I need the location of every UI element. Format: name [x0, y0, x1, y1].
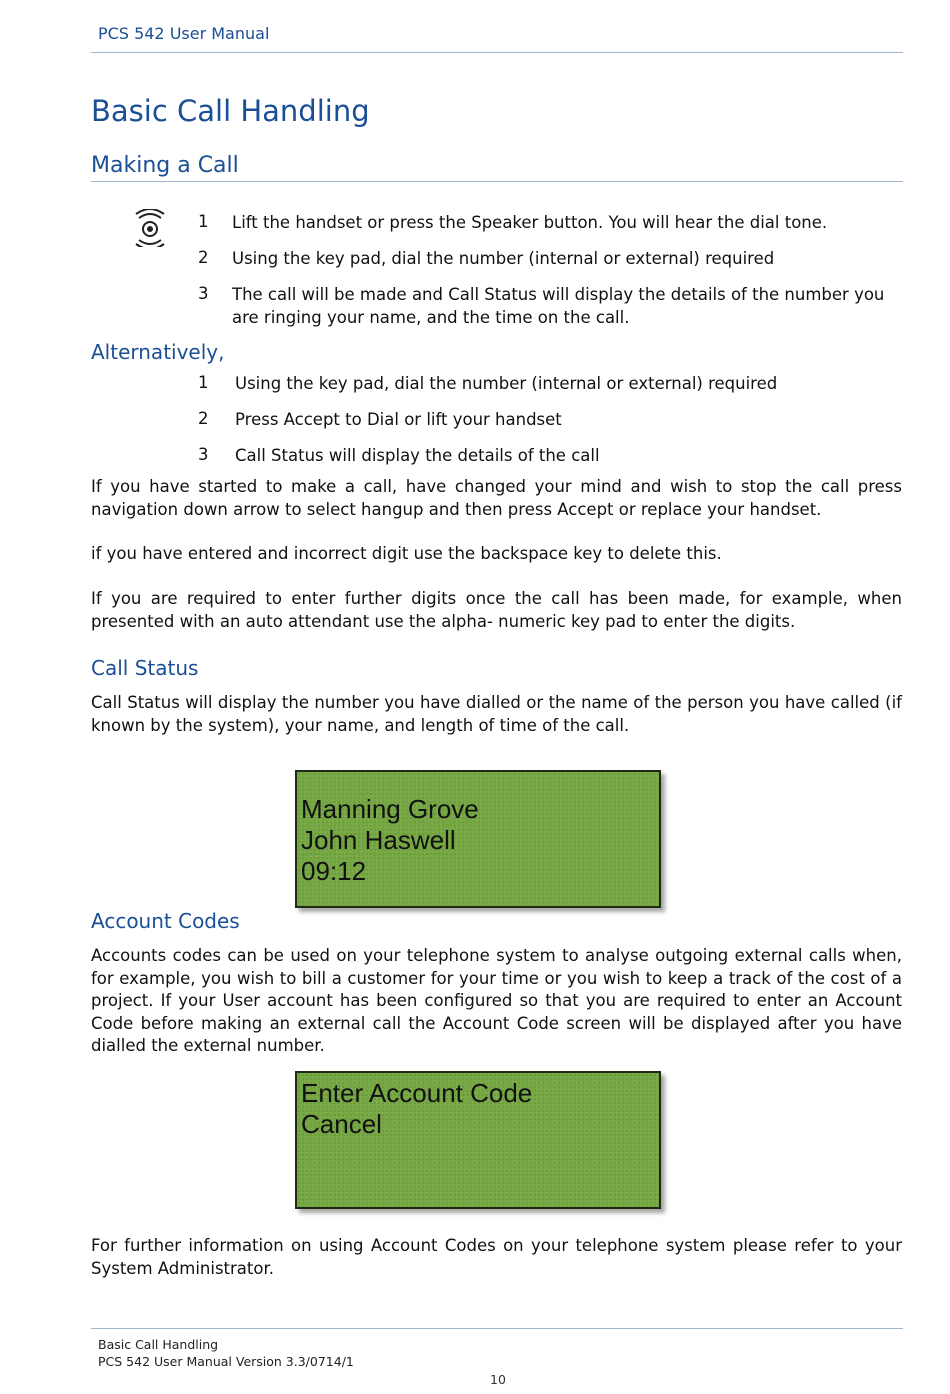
- header-rule: [91, 52, 903, 53]
- running-header: PCS 542 User Manual: [98, 24, 270, 43]
- step-text: Using the key pad, dial the number (internal or external) required: [232, 249, 775, 268]
- paragraph-further-digits: If you are required to enter further digits once the call has been made, for example, when presented with an auto attendant use the alpha- numeric key pad to enter the digits.: [91, 589, 902, 631]
- call-status-display: [295, 770, 661, 908]
- section-rule: [91, 181, 903, 182]
- step-text: Lift the handset or press the Speaker button. You will hear the dial tone.: [232, 213, 828, 232]
- section-heading-call-status: Call Status: [91, 656, 199, 680]
- paragraph-stop-call: If you have started to make a call, have changed your mind and wish to stop the call press navigation down arrow to select hangup and then press Accept or replace your handset.: [91, 477, 902, 519]
- display-line: Enter Account Code: [301, 1078, 533, 1108]
- section-heading-making-a-call: Making a Call: [91, 153, 239, 178]
- speaker-icon: [133, 209, 167, 247]
- paragraph-further-info: For further information on using Account Codes on your telephone system please refer to your System Administrator.: [91, 1236, 902, 1278]
- paragraph-call-status: Call Status will display the number you have dialled or the name of the person you have called (if known by the system), your name, and length of time of the call.: [91, 693, 902, 735]
- step-number: 3: [198, 284, 209, 303]
- step-number: 1: [198, 212, 209, 231]
- step-number: 1: [198, 373, 209, 392]
- step-number: 2: [198, 248, 209, 267]
- step-text: Using the key pad, dial the number (internal or external) required: [235, 374, 778, 393]
- display-line: 09:12: [301, 856, 367, 886]
- display-line: Cancel: [301, 1109, 382, 1139]
- page-title: Basic Call Handling: [91, 94, 370, 128]
- section-heading-account-codes: Account Codes: [91, 909, 240, 933]
- page-number: 10: [490, 1372, 506, 1387]
- display-line: John Haswell: [301, 825, 456, 855]
- step-text: Call Status will display the details of the call: [235, 446, 600, 465]
- paragraph-backspace: if you have entered and incorrect digit use the backspace key to delete this.: [91, 544, 722, 563]
- account-code-display: [295, 1071, 661, 1209]
- footer-version: PCS 542 User Manual Version 3.3/0714/1: [98, 1354, 354, 1369]
- step-text: Press Accept to Dial or lift your handset: [235, 410, 562, 429]
- section-heading-alternatively: Alternatively,: [91, 340, 225, 364]
- step-number: 3: [198, 445, 209, 464]
- step-text: The call will be made and Call Status will display the details of the number you are ringing your name, and the time on the call.: [232, 285, 885, 327]
- footer-section: Basic Call Handling: [98, 1337, 219, 1352]
- step-number: 2: [198, 409, 209, 428]
- footer-rule: [91, 1328, 903, 1329]
- display-line: Manning Grove: [301, 794, 479, 824]
- paragraph-account-codes: Accounts codes can be used on your telephone system to analyse outgoing external calls when, for example, you wish to bill a customer for your time or you wish to keep a track of the cost of a project. If your User account has been configured so that you are required to enter an Account Code before making an external call the Account Code screen will be displayed after you have dialled the external number.: [91, 946, 902, 1055]
